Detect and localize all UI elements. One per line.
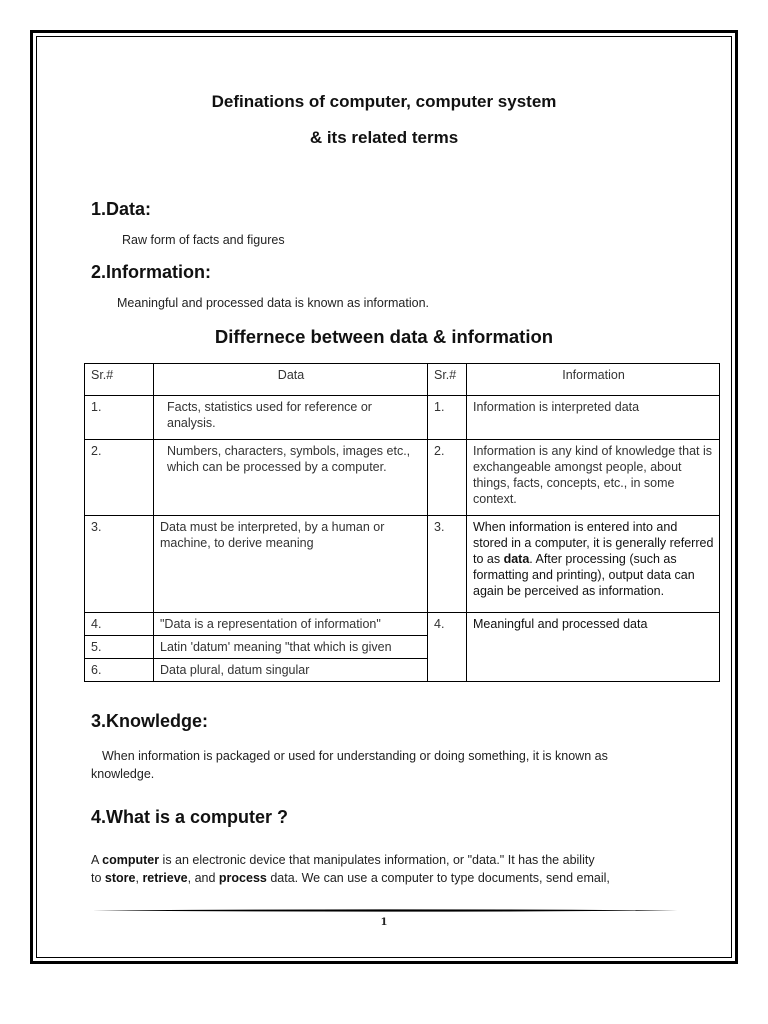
info-text-part: . After processing (such as formatting and printing), output data can again be perceived as information. [473,552,695,598]
row-info-cell: Information is any kind of knowledge that is exchangeable amongst people, about things, facts, concepts, etc., in some context. [467,440,720,516]
table-row [85,613,720,636]
text-part: , [135,871,143,885]
row-data-cell: Facts, statistics used for reference or analysis. [154,396,428,440]
row-sr: 3. [85,516,154,613]
heading-information: 2.Information: [91,262,211,282]
row-sr: 1. [85,396,154,440]
bold-term-process: process [218,871,267,885]
header-information: Information [467,364,720,396]
computer-definition-line-2 [91,871,610,885]
info-text-part: When information is entered into and stored in a computer, it is generally referred to as [473,520,714,566]
header-data: Data [154,364,428,396]
document-title-line-1: Definations of computer, computer system [211,92,557,111]
information-definition: Meaningful and processed data is known as information. [117,296,429,310]
text-part: to [91,871,105,885]
comparison-table [84,363,720,682]
table-header-row [85,364,720,396]
row-data-cell: Data plural, datum singular [154,659,428,682]
info-bold-term: data [503,552,530,566]
bold-term-retrieve: retrieve [142,871,188,885]
row-sr-right: 3. [428,516,467,613]
row-info-cell [467,516,720,613]
table-row [85,516,720,613]
row-sr: 5. [85,636,154,659]
computer-definition-line-1 [91,853,595,867]
data-definition: Raw form of facts and figures [122,233,285,247]
text-part: , and [187,871,219,885]
document-title-line-2: & its related terms [309,128,459,147]
row-data-cell: Numbers, characters, symbols, images etc., which can be processed by a computer. [154,440,428,516]
text-part: data. We can use a computer to type documents, send email, [266,871,610,885]
row-info-cell: Meaningful and processed data [467,613,720,682]
heading-computer: 4.What is a computer ? [91,807,289,827]
row-data-cell: Latin 'datum' meaning "that which is given [154,636,428,659]
comparison-title: Differnece between data & information [214,326,554,347]
row-sr: 2. [85,440,154,516]
row-data-cell: Data must be interpreted, by a human or machine, to derive meaning [154,516,428,613]
heading-knowledge: 3.Knowledge: [91,711,209,731]
row-sr-right: 1. [428,396,467,440]
text-part: is an electronic device that manipulates information, or "data." It has the ability [159,853,595,867]
knowledge-definition-line-1: When information is packaged or used for understanding or doing something, it is known as [102,749,608,763]
row-sr: 4. [85,613,154,636]
bold-term-store: store [104,871,136,885]
knowledge-definition-line-2: knowledge. [91,767,155,781]
footer-rule [92,909,678,912]
heading-data: 1.Data: [91,199,152,219]
row-sr-right: 4. [428,613,467,682]
row-sr: 6. [85,659,154,682]
header-sr-right: Sr.# [428,364,467,396]
header-sr-left: Sr.# [85,364,154,396]
row-data-cell: "Data is a representation of information" [154,613,428,636]
table-row [85,440,720,516]
table-row [85,396,720,440]
row-sr-right: 2. [428,440,467,516]
row-info-cell: Information is interpreted data [467,396,720,440]
page-number: 1 [380,917,388,928]
text-part: A [91,853,103,867]
bold-term-computer: computer [102,853,160,867]
